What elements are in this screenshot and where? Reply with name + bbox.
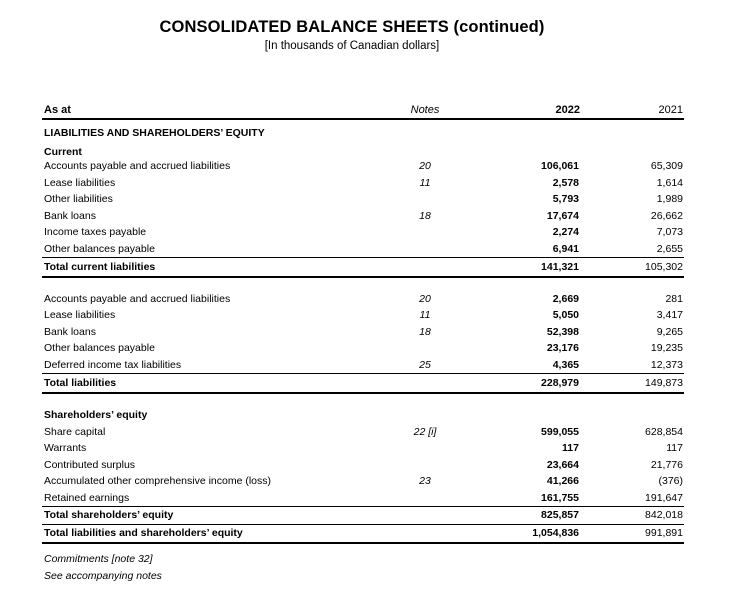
row-note: 23 bbox=[419, 475, 431, 487]
row-label: Accumulated other comprehensive income (loss) bbox=[44, 475, 272, 487]
table-row bbox=[0, 208, 746, 224]
row-note: 11 bbox=[419, 309, 431, 321]
row-note: 22 [i] bbox=[413, 426, 437, 438]
table-row bbox=[0, 307, 746, 323]
row-value-2021: 3,417 bbox=[656, 309, 683, 321]
row-label: Lease liabilities bbox=[44, 177, 116, 189]
row-note: 18 bbox=[419, 210, 431, 222]
grand-total-rule bbox=[42, 542, 684, 544]
row-value-2021: (376) bbox=[658, 475, 683, 487]
table-row bbox=[0, 457, 746, 473]
row-value-2022: 5,050 bbox=[552, 309, 579, 321]
total-rule bbox=[42, 276, 684, 278]
page-title: CONSOLIDATED BALANCE SHEETS (continued) bbox=[159, 18, 545, 36]
row-value-2021: 21,776 bbox=[650, 459, 683, 471]
row-value-2022: 117 bbox=[562, 442, 579, 454]
row-label: Income taxes payable bbox=[44, 226, 147, 238]
row-value-2021: 117 bbox=[666, 442, 683, 454]
row-value-2022: 52,398 bbox=[546, 326, 579, 338]
row-note: 18 bbox=[419, 326, 431, 338]
row-value-2022: 23,664 bbox=[546, 459, 579, 471]
table-row bbox=[0, 357, 746, 373]
row-value-2021: 12,373 bbox=[650, 359, 683, 371]
row-label: Lease liabilities bbox=[44, 309, 116, 321]
row-label: Other liabilities bbox=[44, 193, 113, 205]
table-row bbox=[0, 158, 746, 174]
table-row bbox=[0, 407, 746, 423]
row-value-2022: 2,578 bbox=[552, 177, 579, 189]
row-note: 25 bbox=[419, 359, 431, 371]
row-value-2021: 1,989 bbox=[656, 193, 683, 205]
row-value-2022: 5,793 bbox=[552, 193, 579, 205]
column-header-as-at: As at bbox=[44, 104, 71, 116]
column-header-2022: 2022 bbox=[555, 104, 580, 116]
table-row bbox=[0, 440, 746, 456]
row-value-2021: 2,655 bbox=[656, 243, 683, 255]
table-row-total bbox=[0, 259, 746, 275]
row-value-2021: 19,235 bbox=[650, 342, 683, 354]
row-label: Other balances payable bbox=[44, 243, 155, 255]
total-rule bbox=[42, 392, 684, 394]
row-label: Share capital bbox=[44, 426, 106, 438]
table-row bbox=[0, 424, 746, 440]
row-value-2021: 7,073 bbox=[656, 226, 683, 238]
row-label: Bank loans bbox=[44, 210, 96, 222]
row-value-2022: 228,979 bbox=[541, 377, 579, 389]
row-label: Shareholders’ equity bbox=[44, 409, 148, 421]
row-value-2021: 149,873 bbox=[645, 377, 683, 389]
page-subtitle: [In thousands of Canadian dollars] bbox=[264, 40, 440, 52]
table-row-total bbox=[0, 507, 746, 523]
row-note: 20 bbox=[419, 160, 431, 172]
row-label: Total shareholders’ equity bbox=[44, 509, 174, 521]
row-label: Total liabilities bbox=[44, 377, 117, 389]
row-value-2021: 65,309 bbox=[650, 160, 683, 172]
column-header-notes: Notes bbox=[410, 104, 440, 116]
subtotal-rule bbox=[42, 257, 684, 258]
table-row bbox=[0, 473, 746, 489]
table-row bbox=[0, 125, 746, 141]
column-header-2021: 2021 bbox=[658, 104, 683, 116]
row-value-2021: 191,647 bbox=[645, 492, 683, 504]
table-row bbox=[0, 191, 746, 207]
row-label: Current bbox=[44, 146, 82, 158]
row-value-2021: 628,854 bbox=[645, 426, 683, 438]
row-value-2022: 825,857 bbox=[541, 509, 579, 521]
row-value-2022: 161,755 bbox=[541, 492, 579, 504]
row-label: Total current liabilities bbox=[44, 261, 156, 273]
row-value-2022: 23,176 bbox=[546, 342, 579, 354]
row-value-2022: 1,054,836 bbox=[532, 527, 579, 539]
subtotal-rule bbox=[42, 373, 684, 374]
table-row bbox=[0, 241, 746, 257]
row-value-2021: 1,614 bbox=[656, 177, 683, 189]
row-label: Retained earnings bbox=[44, 492, 130, 504]
table-row bbox=[0, 175, 746, 191]
row-label: Bank loans bbox=[44, 326, 96, 338]
row-label: Other balances payable bbox=[44, 342, 155, 354]
row-value-2021: 26,662 bbox=[650, 210, 683, 222]
row-value-2022: 2,669 bbox=[552, 293, 579, 305]
row-value-2022: 4,365 bbox=[552, 359, 579, 371]
row-value-2022: 106,061 bbox=[541, 160, 579, 172]
row-label: Total liabilities and shareholders’ equity bbox=[44, 527, 243, 539]
row-label: Accounts payable and accrued liabilities bbox=[44, 160, 231, 172]
table-row bbox=[0, 224, 746, 240]
row-note: 11 bbox=[419, 177, 431, 189]
row-value-2022: 2,274 bbox=[552, 226, 579, 238]
row-value-2021: 281 bbox=[665, 293, 683, 305]
header-divider bbox=[42, 118, 684, 120]
table-row-grand-total bbox=[0, 525, 746, 541]
table-row bbox=[0, 490, 746, 506]
row-label: Deferred income tax liabilities bbox=[44, 359, 182, 371]
row-value-2022: 6,941 bbox=[552, 243, 579, 255]
accompanying-notes: See accompanying notes bbox=[44, 570, 162, 582]
row-label: Warrants bbox=[44, 442, 87, 454]
row-note: 20 bbox=[419, 293, 431, 305]
row-value-2022: 141,321 bbox=[541, 261, 579, 273]
table-row-total bbox=[0, 375, 746, 391]
row-value-2021: 9,265 bbox=[656, 326, 683, 338]
row-label: LIABILITIES AND SHAREHOLDERS’ EQUITY bbox=[44, 127, 265, 139]
row-label: Contributed surplus bbox=[44, 459, 136, 471]
table-row bbox=[0, 324, 746, 340]
commitments-note: Commitments [note 32] bbox=[44, 553, 153, 565]
row-value-2021: 991,891 bbox=[645, 527, 683, 539]
row-value-2022: 599,055 bbox=[541, 426, 579, 438]
table-row bbox=[0, 340, 746, 356]
table-row bbox=[0, 291, 746, 307]
row-value-2022: 41,266 bbox=[546, 475, 579, 487]
row-value-2022: 17,674 bbox=[546, 210, 579, 222]
row-label: Accounts payable and accrued liabilities bbox=[44, 293, 231, 305]
row-value-2021: 105,302 bbox=[645, 261, 683, 273]
row-value-2021: 842,018 bbox=[645, 509, 683, 521]
